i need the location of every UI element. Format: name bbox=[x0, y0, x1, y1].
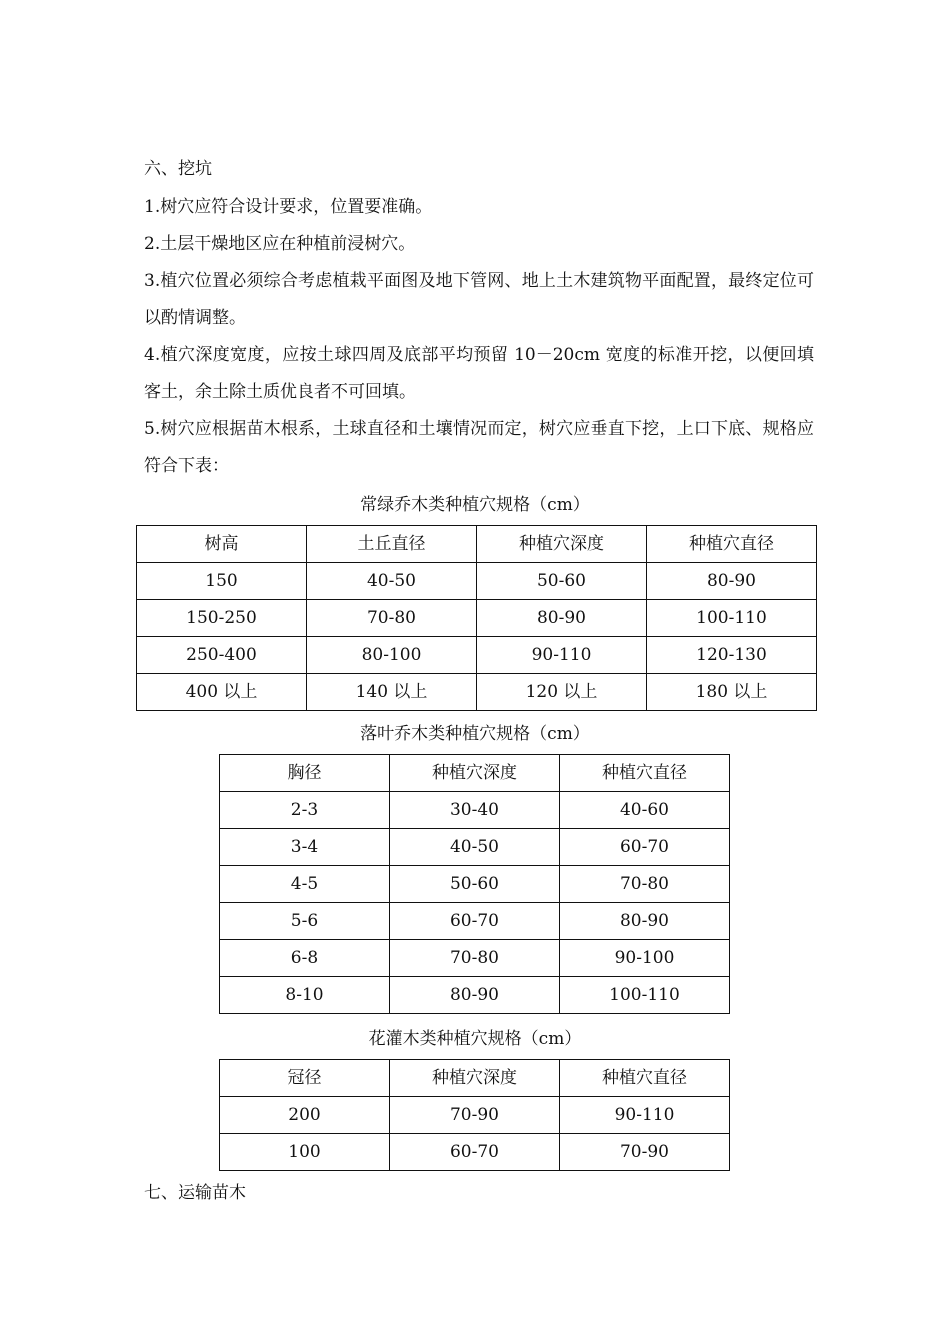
list-item: 3.植穴位置必须综合考虑植栽平面图及地下管网、地上土木建筑物平面配置，最终定位可以酌情调整。 bbox=[144, 271, 814, 328]
table-flowering-shrubs bbox=[219, 1059, 730, 1171]
table-cell: 180 以上 bbox=[647, 674, 817, 711]
table-row bbox=[220, 829, 730, 866]
table-cell: 400 以上 bbox=[137, 674, 307, 711]
column-header: 种植穴深度 bbox=[390, 1060, 560, 1097]
table-cell: 90-100 bbox=[560, 940, 730, 977]
table-cell: 60-70 bbox=[390, 903, 560, 940]
column-header: 树高 bbox=[137, 526, 307, 563]
table-cell: 6-8 bbox=[220, 940, 390, 977]
table-row bbox=[220, 792, 730, 829]
table-cell: 140 以上 bbox=[307, 674, 477, 711]
table-cell: 80-90 bbox=[647, 563, 817, 600]
table-cell: 4-5 bbox=[220, 866, 390, 903]
table-cell: 80-90 bbox=[390, 977, 560, 1014]
column-header: 种植穴深度 bbox=[477, 526, 647, 563]
table-cell: 80-90 bbox=[560, 903, 730, 940]
table-cell: 50-60 bbox=[477, 563, 647, 600]
table-cell: 60-70 bbox=[390, 1134, 560, 1171]
table-row bbox=[137, 600, 817, 637]
table-cell: 30-40 bbox=[390, 792, 560, 829]
table-cell: 70-90 bbox=[390, 1097, 560, 1134]
column-header: 胸径 bbox=[220, 755, 390, 792]
list-item: 1.树穴应符合设计要求，位置要准确。 bbox=[144, 197, 433, 217]
table-row bbox=[137, 637, 817, 674]
table-header-row bbox=[220, 755, 730, 792]
table-row bbox=[220, 940, 730, 977]
column-header: 种植穴直径 bbox=[560, 755, 730, 792]
table-row bbox=[220, 1097, 730, 1134]
table-row bbox=[220, 903, 730, 940]
table-evergreen-trees bbox=[136, 525, 817, 711]
table-cell: 50-60 bbox=[390, 866, 560, 903]
table-cell: 2-3 bbox=[220, 792, 390, 829]
table-cell: 80-90 bbox=[477, 600, 647, 637]
table-cell: 120-130 bbox=[647, 637, 817, 674]
table-caption-evergreen: 常绿乔木类种植穴规格（cm） bbox=[360, 495, 590, 515]
table-cell: 60-70 bbox=[560, 829, 730, 866]
column-header: 种植穴直径 bbox=[647, 526, 817, 563]
column-header: 种植穴深度 bbox=[390, 755, 560, 792]
table-cell: 3-4 bbox=[220, 829, 390, 866]
table-cell: 5-6 bbox=[220, 903, 390, 940]
table-caption-shrubs: 花灌木类种植穴规格（cm） bbox=[368, 1029, 582, 1049]
table-row bbox=[220, 977, 730, 1014]
table-cell: 100 bbox=[220, 1134, 390, 1171]
column-header: 土丘直径 bbox=[307, 526, 477, 563]
table-cell: 90-110 bbox=[477, 637, 647, 674]
table-cell: 70-80 bbox=[307, 600, 477, 637]
table-cell: 40-50 bbox=[390, 829, 560, 866]
column-header: 冠径 bbox=[220, 1060, 390, 1097]
table-cell: 250-400 bbox=[137, 637, 307, 674]
table-cell: 100-110 bbox=[560, 977, 730, 1014]
table-cell: 70-80 bbox=[390, 940, 560, 977]
table-cell: 120 以上 bbox=[477, 674, 647, 711]
table-row bbox=[137, 674, 817, 711]
table-cell: 80-100 bbox=[307, 637, 477, 674]
section-heading-transport-seedlings: 七、运输苗木 bbox=[144, 1183, 246, 1203]
table-cell: 150 bbox=[137, 563, 307, 600]
list-item: 5.树穴应根据苗木根系，土球直径和土壤情况而定，树穴应垂直下挖，上口下底、规格应符合下表： bbox=[144, 419, 814, 476]
table-cell: 40-60 bbox=[560, 792, 730, 829]
table-header-row bbox=[137, 526, 817, 563]
table-row bbox=[220, 1134, 730, 1171]
table-cell: 8-10 bbox=[220, 977, 390, 1014]
table-cell: 200 bbox=[220, 1097, 390, 1134]
table-header-row bbox=[220, 1060, 730, 1097]
table-cell: 90-110 bbox=[560, 1097, 730, 1134]
table-cell: 40-50 bbox=[307, 563, 477, 600]
table-cell: 150-250 bbox=[137, 600, 307, 637]
table-row bbox=[137, 563, 817, 600]
table-row bbox=[220, 866, 730, 903]
section-heading-dig-pits: 六、挖坑 bbox=[144, 159, 212, 179]
table-cell: 100-110 bbox=[647, 600, 817, 637]
table-caption-deciduous: 落叶乔木类种植穴规格（cm） bbox=[360, 724, 590, 744]
table-cell: 70-80 bbox=[560, 866, 730, 903]
column-header: 种植穴直径 bbox=[560, 1060, 730, 1097]
list-item: 4.植穴深度宽度，应按土球四周及底部平均预留 10－20cm 宽度的标准开挖，以便回填客土，余土除土质优良者不可回填。 bbox=[144, 345, 814, 402]
list-item: 2.土层干燥地区应在种植前浸树穴。 bbox=[144, 234, 416, 254]
table-cell: 70-90 bbox=[560, 1134, 730, 1171]
table-deciduous-trees bbox=[219, 754, 730, 1014]
